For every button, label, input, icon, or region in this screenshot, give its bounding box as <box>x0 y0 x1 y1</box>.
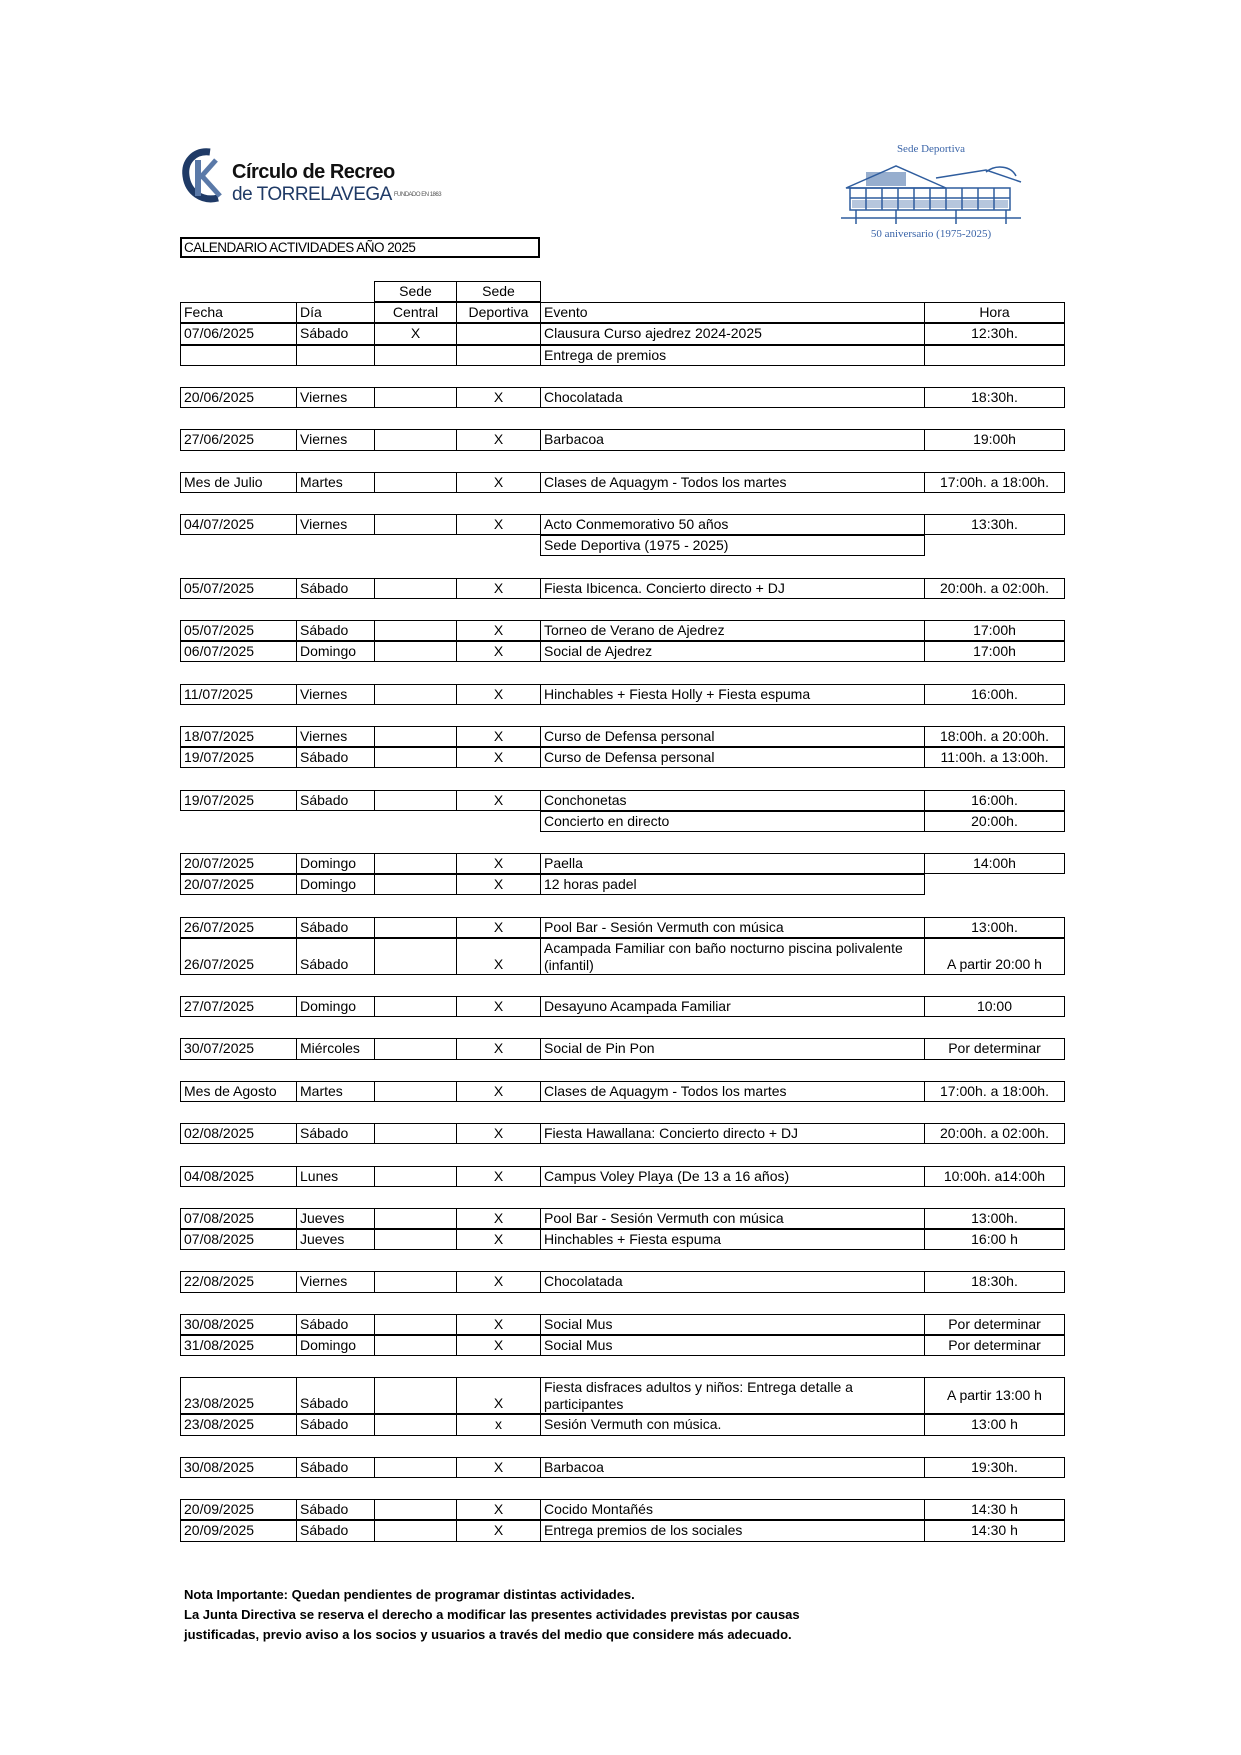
cell-deportiva: X <box>456 472 541 493</box>
cell-fecha: 19/07/2025 <box>180 747 297 768</box>
table-row <box>180 514 1065 535</box>
cell-evento: Barbacoa <box>540 429 925 450</box>
club-monogram-icon <box>180 146 230 208</box>
cell-central <box>374 917 457 938</box>
cell-hora: 11:00h. a 13:00h. <box>924 747 1065 768</box>
table-row <box>180 1038 1065 1059</box>
cell-central <box>374 1081 457 1102</box>
cell-dia: Jueves <box>296 1229 375 1250</box>
cell-evento: Pool Bar - Sesión Vermuth con música <box>540 1208 925 1229</box>
cell-dia: Domingo <box>296 874 375 895</box>
cell-fecha: 05/07/2025 <box>180 620 297 641</box>
cell-fecha: 20/07/2025 <box>180 853 297 874</box>
sede-logo-caption-top: Sede Deportiva <box>896 143 966 155</box>
cell-hora: 16:00h. <box>924 684 1065 705</box>
cell-central <box>374 1271 457 1292</box>
cell-dia: Viernes <box>296 514 375 535</box>
cell-deportiva: X <box>456 938 541 975</box>
row-spacer <box>180 1250 1065 1271</box>
cell-central <box>374 514 457 535</box>
cell-hora: 13:00 h <box>924 1414 1065 1435</box>
cell-deportiva: X <box>456 620 541 641</box>
cell-evento: Campus Voley Playa (De 13 a 16 años) <box>540 1166 925 1187</box>
cell-deportiva: X <box>456 641 541 662</box>
cell-deportiva: X <box>456 684 541 705</box>
row-spacer <box>180 451 1065 472</box>
cell-evento: Fiesta Ibicenca. Concierto directo + DJ <box>540 578 925 599</box>
cell-evento: Barbacoa <box>540 1457 925 1478</box>
row-spacer <box>180 1144 1065 1165</box>
cell-deportiva: X <box>456 1520 541 1541</box>
cell-hora: 19:30h. <box>924 1457 1065 1478</box>
table-row <box>180 1208 1065 1229</box>
cell-central <box>374 996 457 1017</box>
header-deportiva: Deportiva <box>456 302 541 323</box>
cell-evento: Entrega premios de los sociales <box>540 1520 925 1541</box>
cell-fecha: 20/09/2025 <box>180 1520 297 1541</box>
cell-hora: 18:00h. a 20:00h. <box>924 726 1065 747</box>
table-row <box>180 1271 1065 1292</box>
cell-deportiva: X <box>456 874 541 895</box>
cell-hora: 12:30h. <box>924 323 1065 344</box>
cell-dia <box>296 345 375 366</box>
cell-fecha: 02/08/2025 <box>180 1123 297 1144</box>
table-row <box>180 641 1065 662</box>
header-dia: Día <box>296 302 375 323</box>
cell-fecha: 19/07/2025 <box>180 790 297 811</box>
cell-dia: Viernes <box>296 684 375 705</box>
row-spacer <box>180 1293 1065 1314</box>
cell-fecha: 18/07/2025 <box>180 726 297 747</box>
cell-deportiva: X <box>456 1335 541 1356</box>
cell-deportiva: X <box>456 1038 541 1059</box>
cell-fecha: 05/07/2025 <box>180 578 297 599</box>
table-row <box>180 345 1065 366</box>
cell-dia: Sábado <box>296 323 375 344</box>
cell-evento: Social Mus <box>540 1314 925 1335</box>
cell-fecha: Mes de Julio <box>180 472 297 493</box>
club-logo <box>180 146 442 208</box>
cell-central <box>374 853 457 874</box>
table-header <box>180 302 1065 323</box>
cell-central <box>374 1377 457 1414</box>
header-sede-central-top: Sede <box>374 281 457 302</box>
cell-dia: Viernes <box>296 429 375 450</box>
table-row <box>180 1414 1065 1435</box>
cell-central <box>374 1166 457 1187</box>
cell-dia: Domingo <box>296 641 375 662</box>
row-spacer <box>180 1102 1065 1123</box>
cell-central <box>374 1208 457 1229</box>
page-title: CALENDARIO ACTIVIDADES AÑO 2025 <box>180 237 540 258</box>
cell-fecha: 20/06/2025 <box>180 387 297 408</box>
cell-hora: A partir 20:00 h <box>924 938 1065 975</box>
cell-hora: 10:00h. a14:00h <box>924 1166 1065 1187</box>
cell-hora: Por determinar <box>924 1314 1065 1335</box>
cell-fecha: 31/08/2025 <box>180 1335 297 1356</box>
cell-dia: Viernes <box>296 1271 375 1292</box>
cell-dia: Sábado <box>296 1123 375 1144</box>
cell-hora: 20:00h. <box>924 811 1065 832</box>
activities-table <box>180 281 1065 1542</box>
cell-deportiva: X <box>456 1457 541 1478</box>
cell-central <box>374 1038 457 1059</box>
cell-evento: Cocido Montañés <box>540 1499 925 1520</box>
cell-dia: Sábado <box>296 917 375 938</box>
cell-evento: Pool Bar - Sesión Vermuth con música <box>540 917 925 938</box>
cell-hora: 17:00h <box>924 641 1065 662</box>
club-name: Círculo de Recreo <box>232 161 395 183</box>
table-row <box>180 790 1065 811</box>
cell-fecha: 22/08/2025 <box>180 1271 297 1292</box>
cell-hora <box>924 345 1065 366</box>
cell-central <box>374 1335 457 1356</box>
table-row <box>180 726 1065 747</box>
cell-evento: Curso de Defensa personal <box>540 726 925 747</box>
table-header-top <box>180 281 1065 302</box>
cell-fecha: 30/08/2025 <box>180 1457 297 1478</box>
cell-evento: Sede Deportiva (1975 - 2025) <box>540 535 925 556</box>
cell-central <box>374 1229 457 1250</box>
cell-evento: Social Mus <box>540 1335 925 1356</box>
table-row <box>180 811 1065 832</box>
cell-central <box>374 620 457 641</box>
table-row <box>180 917 1065 938</box>
cell-deportiva: X <box>456 726 541 747</box>
cell-central <box>374 1414 457 1435</box>
cell-fecha: 07/06/2025 <box>180 323 297 344</box>
table-row <box>180 996 1065 1017</box>
cell-evento: Desayuno Acampada Familiar <box>540 996 925 1017</box>
cell-hora: 14:00h <box>924 853 1065 874</box>
row-spacer <box>180 705 1065 726</box>
table-row <box>180 1520 1065 1541</box>
cell-evento: Entrega de premios <box>540 345 925 366</box>
cell-evento: Torneo de Verano de Ajedrez <box>540 620 925 641</box>
cell-evento: Conchonetas <box>540 790 925 811</box>
row-spacer <box>180 768 1065 789</box>
table-row <box>180 472 1065 493</box>
cell-dia: Sábado <box>296 1499 375 1520</box>
cell-deportiva: X <box>456 1229 541 1250</box>
cell-evento: Fiesta disfraces adultos y niños: Entrega detalle a participantes <box>540 1377 925 1414</box>
cell-dia: Sábado <box>296 747 375 768</box>
row-spacer <box>180 662 1065 683</box>
header-hora: Hora <box>924 302 1065 323</box>
cell-hora: 13:30h. <box>924 514 1065 535</box>
cell-fecha: 23/08/2025 <box>180 1414 297 1435</box>
header-fecha: Fecha <box>180 302 297 323</box>
cell-evento: Acto Conmemorativo 50 años <box>540 514 925 535</box>
cell-dia: Sábado <box>296 1457 375 1478</box>
header-evento: Evento <box>540 302 925 323</box>
cell-central <box>374 790 457 811</box>
sede-deportiva-logo <box>836 140 1026 245</box>
cell-fecha: 30/08/2025 <box>180 1314 297 1335</box>
cell-fecha: 06/07/2025 <box>180 641 297 662</box>
row-spacer <box>180 1060 1065 1081</box>
cell-hora: 16:00h. <box>924 790 1065 811</box>
cell-dia: Jueves <box>296 1208 375 1229</box>
cell-central <box>374 387 457 408</box>
building-drawing-icon <box>836 158 1026 228</box>
table-row <box>180 323 1065 344</box>
cell-dia: Domingo <box>296 996 375 1017</box>
cell-deportiva: X <box>456 1166 541 1187</box>
cell-hora: 14:30 h <box>924 1520 1065 1541</box>
cell-central <box>374 684 457 705</box>
cell-evento: Hinchables + Fiesta Holly + Fiesta espuma <box>540 684 925 705</box>
cell-deportiva <box>456 323 541 344</box>
cell-fecha: 07/08/2025 <box>180 1208 297 1229</box>
cell-fecha: 11/07/2025 <box>180 684 297 705</box>
cell-dia: Sábado <box>296 1314 375 1335</box>
row-spacer <box>180 366 1065 387</box>
cell-evento: Sesión Vermuth con música. <box>540 1414 925 1435</box>
cell-dia: Sábado <box>296 1520 375 1541</box>
cell-hora: 10:00 <box>924 996 1065 1017</box>
cell-deportiva: X <box>456 578 541 599</box>
cell-deportiva: X <box>456 1081 541 1102</box>
cell-evento: Social de Pin Pon <box>540 1038 925 1059</box>
cell-central <box>374 874 457 895</box>
row-spacer <box>180 895 1065 916</box>
cell-central <box>374 472 457 493</box>
cell-fecha: Mes de Agosto <box>180 1081 297 1102</box>
cell-hora: Por determinar <box>924 1335 1065 1356</box>
founded-text: FUNDADO EN 1863 <box>393 191 442 198</box>
table-row <box>180 874 1065 895</box>
cell-fecha <box>180 345 297 366</box>
table-row <box>180 1377 1065 1414</box>
cell-deportiva: X <box>456 1499 541 1520</box>
table-row <box>180 620 1065 641</box>
cell-deportiva: x <box>456 1414 541 1435</box>
cell-evento: Fiesta Hawallana: Concierto directo + DJ <box>540 1123 925 1144</box>
table-row <box>180 1123 1065 1144</box>
cell-evento: Chocolatada <box>540 1271 925 1292</box>
cell-deportiva: X <box>456 1314 541 1335</box>
cell-dia: Sábado <box>296 578 375 599</box>
cell-deportiva: X <box>456 1271 541 1292</box>
row-spacer <box>180 975 1065 996</box>
cell-fecha: 04/08/2025 <box>180 1166 297 1187</box>
row-spacer <box>180 493 1065 514</box>
cell-hora: 20:00h. a 02:00h. <box>924 1123 1065 1144</box>
cell-dia: Domingo <box>296 1335 375 1356</box>
cell-dia: Domingo <box>296 853 375 874</box>
cell-hora: 13:00h. <box>924 1208 1065 1229</box>
row-spacer <box>180 1187 1065 1208</box>
cell-fecha: 27/07/2025 <box>180 996 297 1017</box>
cell-central <box>374 578 457 599</box>
cell-dia: Sábado <box>296 938 375 975</box>
table-row <box>180 1081 1065 1102</box>
cell-hora: 17:00h. a 18:00h. <box>924 1081 1065 1102</box>
cell-hora: 18:30h. <box>924 1271 1065 1292</box>
cell-evento: Curso de Defensa personal <box>540 747 925 768</box>
cell-fecha: 26/07/2025 <box>180 917 297 938</box>
cell-fecha: 23/08/2025 <box>180 1377 297 1414</box>
cell-evento: Clausura Curso ajedrez 2024-2025 <box>540 323 925 344</box>
cell-evento: Chocolatada <box>540 387 925 408</box>
note-line-3: justificadas, previo aviso a los socios y usuarios a través del medio que considere más adecuado. <box>184 1627 792 1642</box>
cell-dia: Lunes <box>296 1166 375 1187</box>
cell-deportiva: X <box>456 917 541 938</box>
cell-central <box>374 726 457 747</box>
table-row <box>180 1314 1065 1335</box>
cell-evento: Clases de Aquagym - Todos los martes <box>540 472 925 493</box>
cell-fecha: 26/07/2025 <box>180 938 297 975</box>
notes <box>184 1585 800 1645</box>
cell-fecha: 30/07/2025 <box>180 1038 297 1059</box>
cell-hora: 19:00h <box>924 429 1065 450</box>
cell-deportiva: X <box>456 747 541 768</box>
cell-central <box>374 1499 457 1520</box>
cell-dia: Viernes <box>296 726 375 747</box>
cell-fecha: 20/07/2025 <box>180 874 297 895</box>
cell-dia: Sábado <box>296 1414 375 1435</box>
table-row <box>180 1335 1065 1356</box>
cell-evento: Paella <box>540 853 925 874</box>
row-spacer <box>180 1436 1065 1457</box>
cell-evento: Social de Ajedrez <box>540 641 925 662</box>
cell-deportiva: X <box>456 514 541 535</box>
cell-deportiva: X <box>456 1208 541 1229</box>
table-row <box>180 747 1065 768</box>
note-line-2: La Junta Directiva se reserva el derecho a modificar las presentes actividades previstas por causas <box>184 1607 800 1622</box>
cell-central <box>374 429 457 450</box>
cell-hora: 17:00h <box>924 620 1065 641</box>
cell-hora: 17:00h. a 18:00h. <box>924 472 1065 493</box>
cell-central <box>374 1123 457 1144</box>
cell-hora: 14:30 h <box>924 1499 1065 1520</box>
table-row <box>180 1499 1065 1520</box>
note-line-1: Nota Importante: Quedan pendientes de programar distintas actividades. <box>184 1587 635 1602</box>
cell-deportiva: X <box>456 387 541 408</box>
cell-dia: Martes <box>296 472 375 493</box>
header-sede-deportiva-top: Sede <box>456 281 541 302</box>
row-spacer <box>180 599 1065 620</box>
cell-deportiva: X <box>456 1377 541 1414</box>
table-row <box>180 535 1065 556</box>
row-spacer <box>180 408 1065 429</box>
cell-evento: 12 horas padel <box>540 874 925 895</box>
cell-central: X <box>374 323 457 344</box>
table-row <box>180 578 1065 599</box>
cell-evento: Acampada Familiar con baño nocturno piscina polivalente (infantil) <box>540 938 925 975</box>
cell-deportiva <box>456 345 541 366</box>
table-row <box>180 1229 1065 1250</box>
cell-central <box>374 938 457 975</box>
cell-deportiva: X <box>456 996 541 1017</box>
row-spacer <box>180 832 1065 853</box>
cell-deportiva: X <box>456 790 541 811</box>
cell-central <box>374 1457 457 1478</box>
cell-evento: Clases de Aquagym - Todos los martes <box>540 1081 925 1102</box>
cell-hora: 20:00h. a 02:00h. <box>924 578 1065 599</box>
table-row <box>180 938 1065 975</box>
cell-deportiva: X <box>456 429 541 450</box>
cell-central <box>374 1314 457 1335</box>
cell-dia: Viernes <box>296 387 375 408</box>
cell-dia: Martes <box>296 1081 375 1102</box>
sede-logo-caption-bottom: 50 aniversario (1975-2025) <box>870 228 992 240</box>
row-spacer <box>180 1356 1065 1377</box>
cell-fecha: 04/07/2025 <box>180 514 297 535</box>
cell-dia: Sábado <box>296 1377 375 1414</box>
cell-hora: 16:00 h <box>924 1229 1065 1250</box>
cell-hora: A partir 13:00 h <box>924 1377 1065 1414</box>
table-row <box>180 387 1065 408</box>
table-row <box>180 1457 1065 1478</box>
cell-hora: 13:00h. <box>924 917 1065 938</box>
cell-dia: Sábado <box>296 620 375 641</box>
cell-hora: Por determinar <box>924 1038 1065 1059</box>
cell-fecha: 07/08/2025 <box>180 1229 297 1250</box>
cell-evento: Hinchables + Fiesta espuma <box>540 1229 925 1250</box>
cell-dia: Miércoles <box>296 1038 375 1059</box>
row-spacer <box>180 1478 1065 1499</box>
cell-central <box>374 1520 457 1541</box>
cell-central <box>374 641 457 662</box>
cell-dia: Sábado <box>296 790 375 811</box>
table-row <box>180 684 1065 705</box>
table-row <box>180 1166 1065 1187</box>
cell-fecha: 27/06/2025 <box>180 429 297 450</box>
row-spacer <box>180 1017 1065 1038</box>
cell-deportiva: X <box>456 1123 541 1144</box>
table-row <box>180 429 1065 450</box>
cell-fecha: 20/09/2025 <box>180 1499 297 1520</box>
table-row <box>180 853 1065 874</box>
cell-deportiva: X <box>456 853 541 874</box>
cell-hora: 18:30h. <box>924 387 1065 408</box>
header-central: Central <box>374 302 457 323</box>
club-city: de TORRELAVEGA FUNDADO EN 1863 <box>232 184 442 205</box>
cell-central <box>374 747 457 768</box>
row-spacer <box>180 556 1065 577</box>
cell-central <box>374 345 457 366</box>
cell-evento: Concierto en directo <box>540 811 925 832</box>
